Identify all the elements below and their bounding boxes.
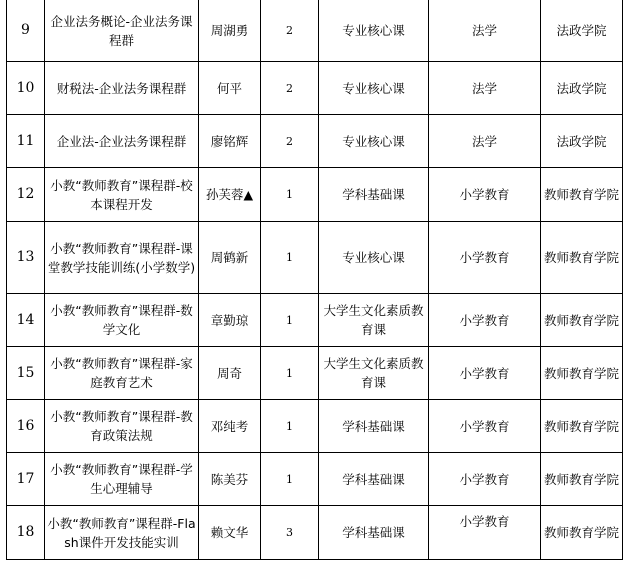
course-name: 小教“教师教育”课程群-课堂教学技能训练(小学数学) (45, 222, 199, 294)
college: 教师教育学院 (541, 347, 623, 400)
credits: 1 (261, 400, 319, 453)
course-name: 企业法-企业法务课程群 (45, 115, 199, 168)
major: 小学教育 (429, 453, 541, 506)
major: 小学教育 (429, 347, 541, 400)
course-table (6, 0, 623, 560)
credits: 2 (261, 0, 319, 62)
course-type: 学科基础课 (319, 506, 429, 560)
major: 法学 (429, 0, 541, 62)
credits: 3 (261, 506, 319, 560)
row-number: 11 (7, 115, 45, 168)
table-row (7, 400, 623, 453)
course-name: 小教“教师教育”课程群-数学文化 (45, 294, 199, 347)
major: 小学教育 (429, 294, 541, 347)
row-number: 15 (7, 347, 45, 400)
major: 法学 (429, 115, 541, 168)
teacher-name: 陈美芬 (199, 453, 261, 506)
major: 小学教育 (429, 400, 541, 453)
teacher-name: 孙芙蓉▲ (199, 168, 261, 222)
course-name: 小教“教师教育”课程群-校本课程开发 (45, 168, 199, 222)
table-row (7, 506, 623, 560)
row-number: 13 (7, 222, 45, 294)
major: 小学教育 (429, 506, 541, 560)
credits: 2 (261, 62, 319, 115)
table-row (7, 347, 623, 400)
credits: 1 (261, 222, 319, 294)
teacher-name: 周奇 (199, 347, 261, 400)
teacher-name: 赖文华 (199, 506, 261, 560)
college: 教师教育学院 (541, 506, 623, 560)
teacher-name: 周湖勇 (199, 0, 261, 62)
course-name: 小教“教师教育”课程群-Flash课件开发技能实训 (45, 506, 199, 560)
course-type: 专业核心课 (319, 0, 429, 62)
course-type: 大学生文化素质教育课 (319, 294, 429, 347)
college: 法政学院 (541, 115, 623, 168)
row-number: 9 (7, 0, 45, 62)
course-type: 学科基础课 (319, 453, 429, 506)
teacher-name: 廖铭辉 (199, 115, 261, 168)
course-type: 专业核心课 (319, 62, 429, 115)
teacher-name: 周鹤新 (199, 222, 261, 294)
credits: 1 (261, 168, 319, 222)
college: 教师教育学院 (541, 168, 623, 222)
course-type: 专业核心课 (319, 115, 429, 168)
table-row (7, 0, 623, 62)
teacher-name: 章勤琼 (199, 294, 261, 347)
course-name: 小教“教师教育”课程群-教育政策法规 (45, 400, 199, 453)
college: 法政学院 (541, 0, 623, 62)
credits: 1 (261, 294, 319, 347)
college: 教师教育学院 (541, 453, 623, 506)
major: 小学教育 (429, 222, 541, 294)
table-row (7, 168, 623, 222)
major: 法学 (429, 62, 541, 115)
course-name: 企业法务概论-企业法务课程群 (45, 0, 199, 62)
teacher-name: 何平 (199, 62, 261, 115)
college: 教师教育学院 (541, 294, 623, 347)
row-number: 14 (7, 294, 45, 347)
course-type: 学科基础课 (319, 400, 429, 453)
course-type: 大学生文化素质教育课 (319, 347, 429, 400)
college: 教师教育学院 (541, 222, 623, 294)
table-row (7, 115, 623, 168)
course-name: 财税法-企业法务课程群 (45, 62, 199, 115)
course-type: 学科基础课 (319, 168, 429, 222)
row-number: 16 (7, 400, 45, 453)
major: 小学教育 (429, 168, 541, 222)
credits: 1 (261, 347, 319, 400)
table-row (7, 294, 623, 347)
table-row (7, 222, 623, 294)
table-row (7, 62, 623, 115)
college: 教师教育学院 (541, 400, 623, 453)
table-row (7, 453, 623, 506)
course-type: 专业核心课 (319, 222, 429, 294)
row-number: 10 (7, 62, 45, 115)
row-number: 18 (7, 506, 45, 560)
row-number: 17 (7, 453, 45, 506)
college: 法政学院 (541, 62, 623, 115)
course-name: 小教“教师教育”课程群-家庭教育艺术 (45, 347, 199, 400)
credits: 1 (261, 453, 319, 506)
row-number: 12 (7, 168, 45, 222)
teacher-name: 邓纯考 (199, 400, 261, 453)
credits: 2 (261, 115, 319, 168)
course-name: 小教“教师教育”课程群-学生心理辅导 (45, 453, 199, 506)
